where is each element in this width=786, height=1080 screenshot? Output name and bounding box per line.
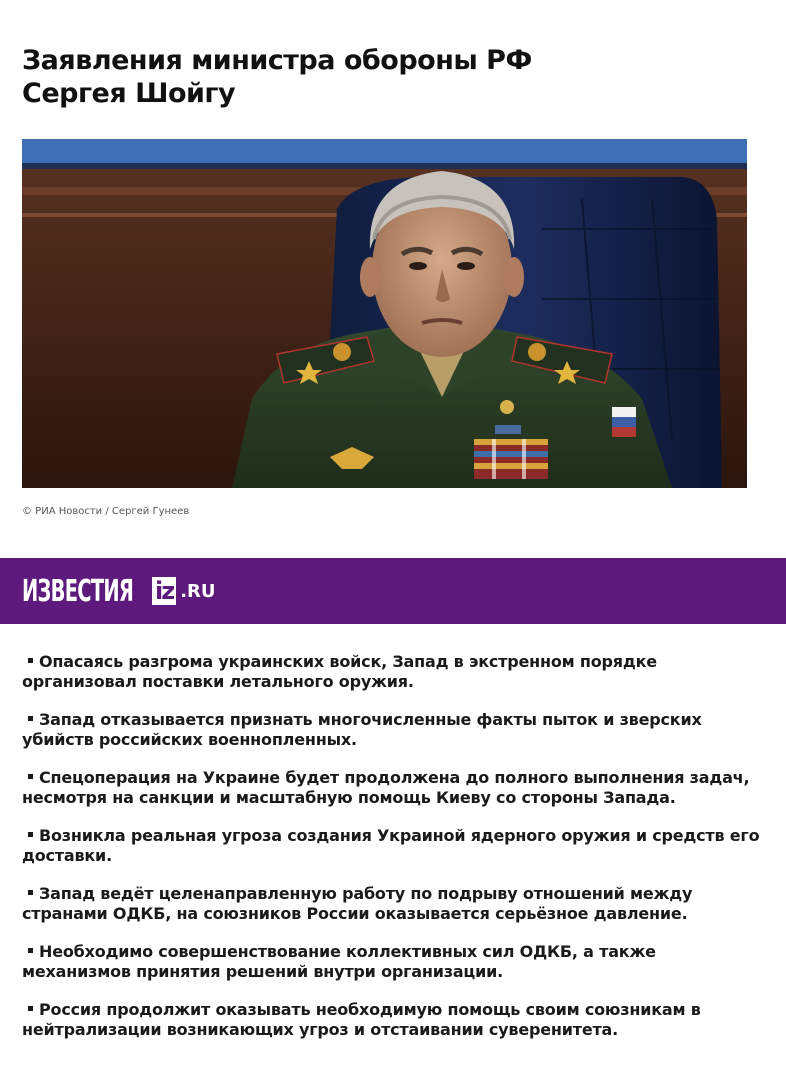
statement-text: Опасаясь разгрома украинских войск, Запад в экстренном порядке организовал поставки летального оружия. [22,652,657,691]
bullet-icon [28,658,33,663]
statements-list [22,652,762,1058]
logo-iz-box: iz [152,577,176,605]
bullet-icon [28,774,33,779]
bullet-icon [28,1006,33,1011]
list-item [22,652,762,692]
list-item [22,710,762,750]
photo-credit: © РИА Новости / Сергей Гунеев [22,506,190,517]
publisher-banner [0,558,786,624]
bullet-icon [28,948,33,953]
headline [22,44,722,110]
list-item [22,942,762,982]
statement-text: Россия продолжит оказывать необходимую помощь своим союзникам в нейтрализации возникающих угроз и отстаивании суверенитета. [22,1000,701,1039]
statement-text: Спецоперация на Украине будет продолжена до полного выполнения задач, несмотря на санкции и масштабную помощь Киеву со стороны Запада. [22,768,750,807]
bullet-icon [28,890,33,895]
logo-domain: .RU [180,580,216,602]
list-item [22,826,762,866]
izvestia-logo[interactable] [22,574,216,608]
list-item [22,884,762,924]
statement-text: Необходимо совершенствование коллективных сил ОДКБ, а также механизмов принятия решений внутри организации. [22,942,656,981]
statement-text: Запад отказывается признать многочисленные факты пыток и зверских убийств российских военнопленных. [22,710,702,749]
bullet-icon [28,716,33,721]
headline-line-2: Сергея Шойгу [22,78,236,109]
list-item [22,768,762,808]
logo-wordmark: ИЗВЕСТИЯ [22,573,134,609]
minister-photo [22,139,747,488]
headline-line-1: Заявления министра обороны РФ [22,45,532,76]
statement-text: Возникла реальная угроза создания Украиной ядерного оружия и средств его доставки. [22,826,760,865]
bullet-icon [28,832,33,837]
list-item [22,1000,762,1040]
statement-text: Запад ведёт целенаправленную работу по подрыву отношений между странами ОДКБ, на союзников России оказывается серьёзное давление. [22,884,693,923]
